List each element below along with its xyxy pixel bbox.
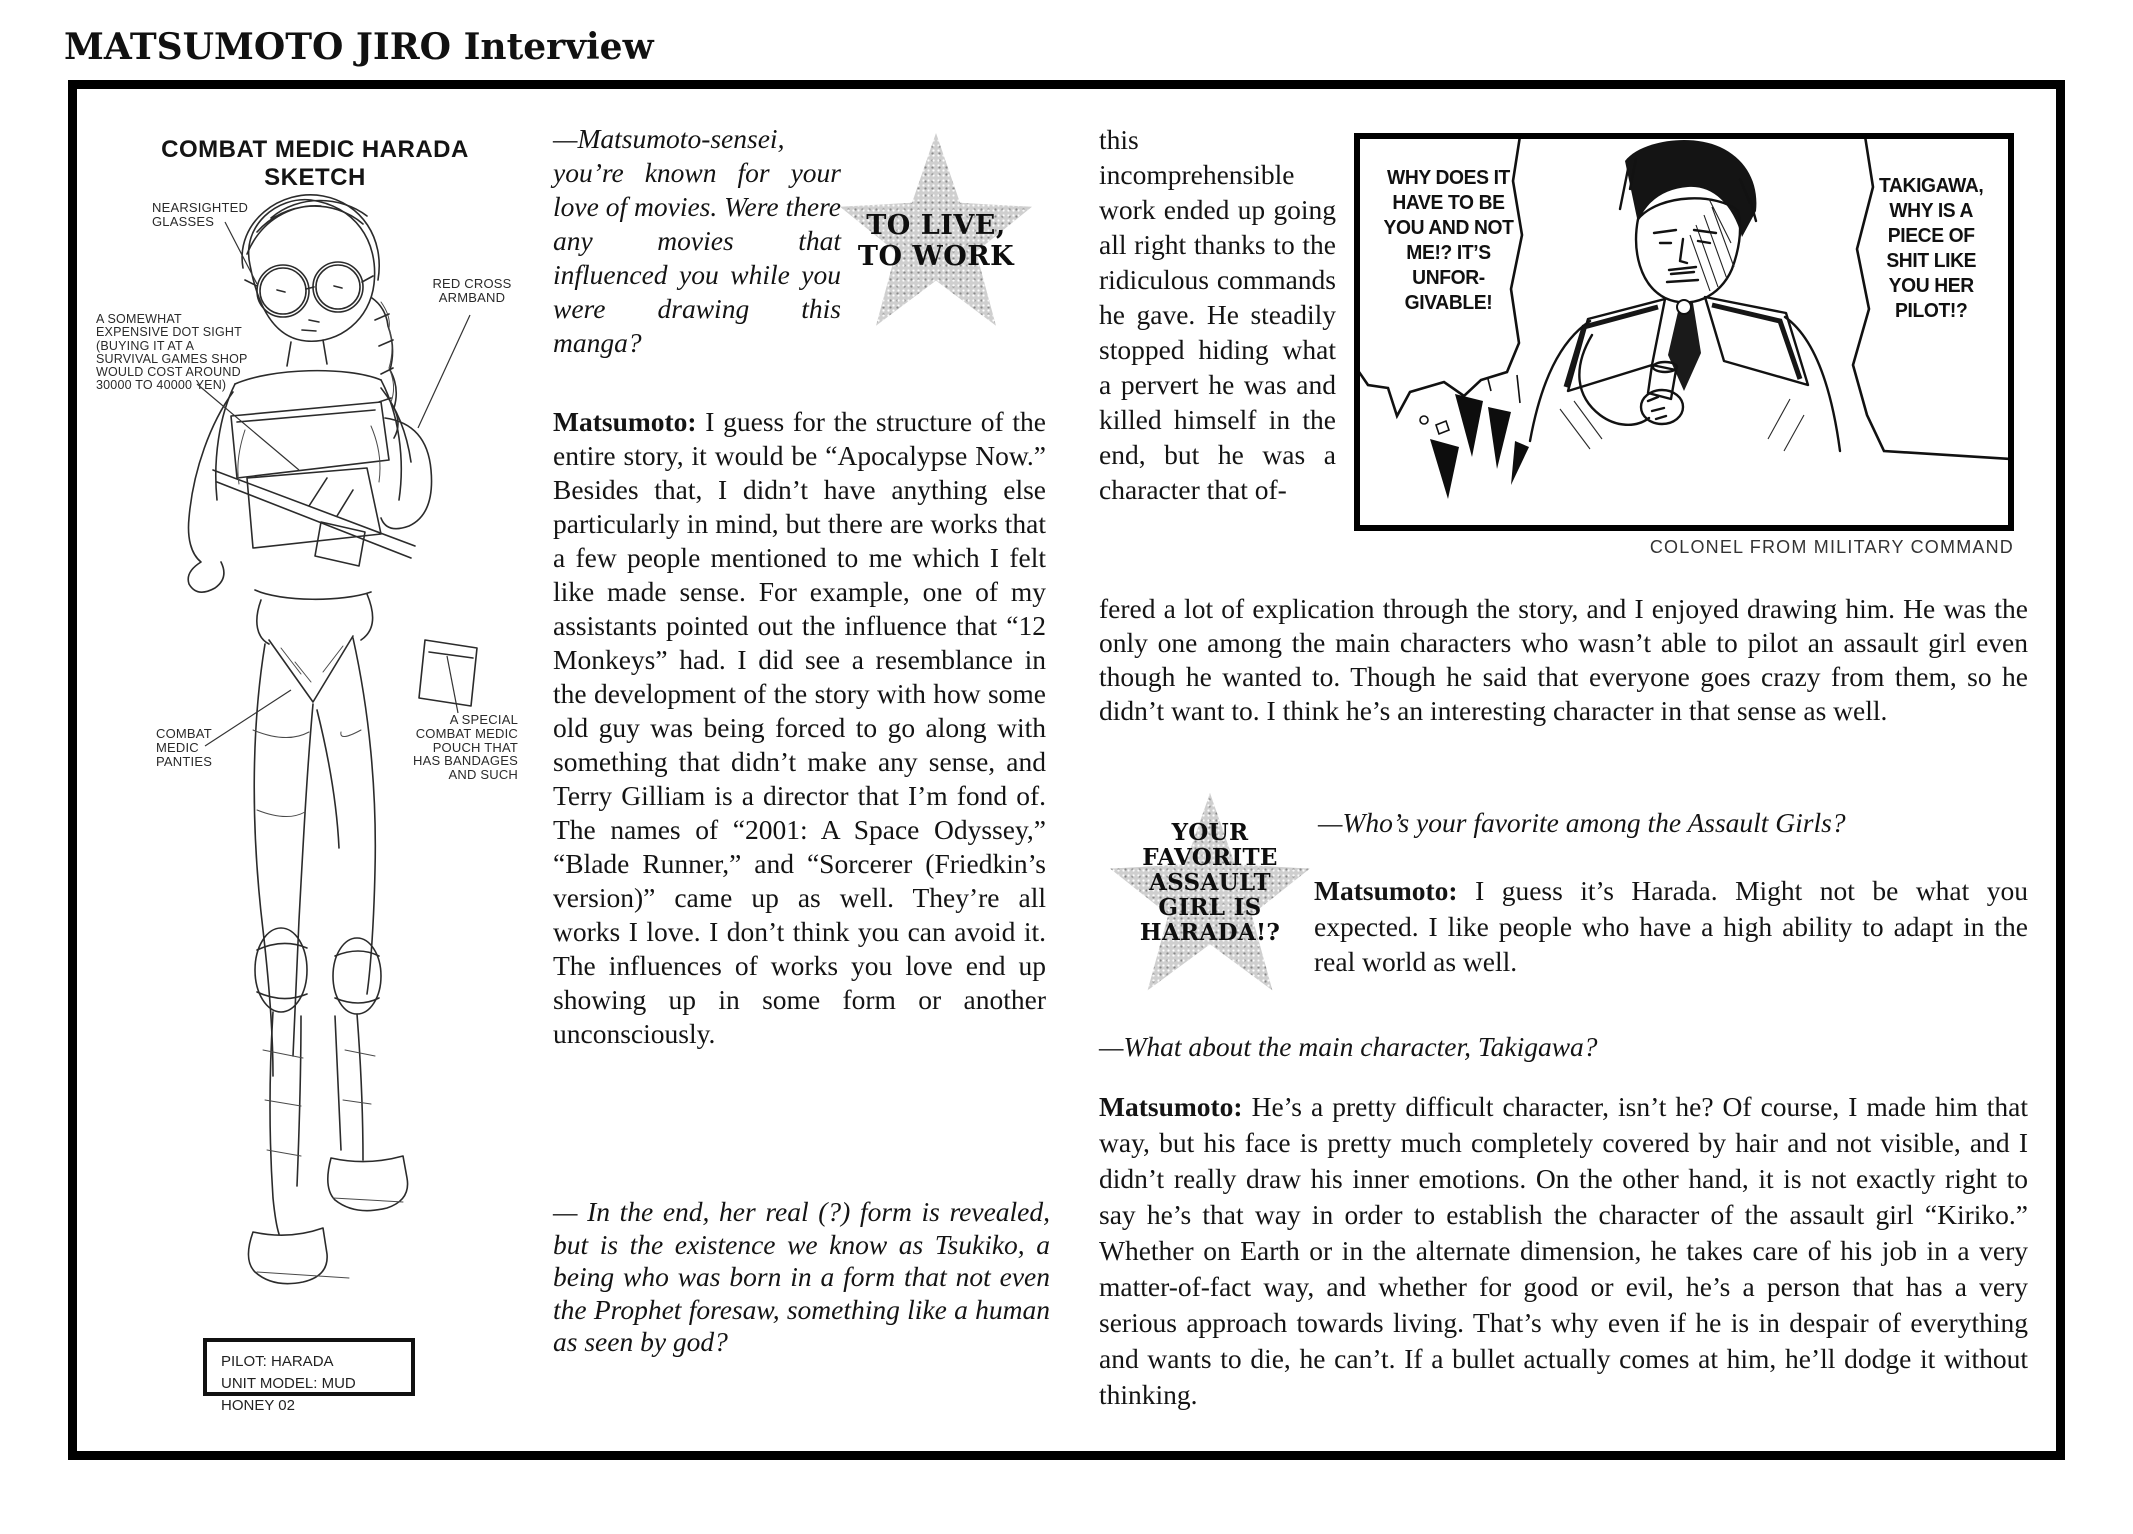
star-text-favorite-assault-girl: YOUR FAVORITE ASSAULT GIRL IS HARADA!? <box>1139 819 1281 946</box>
page-header-title: MATSUMOTO JIRO Interview <box>64 26 654 68</box>
panel-caption: COLONEL FROM MILITARY COMMAND <box>1649 537 2014 557</box>
label-red-cross-armband: RED CROSS ARMBAND <box>432 276 512 305</box>
answer-colonel-wide: fered a lot of explication through the story, and I enjoyed drawing him. He was the only one among the main characters who wasn’t able to pilot an assault girl even though he wanted to. Though he said that everyone goes crazy from them, so he didn’t want to. I think he’s an interesting character in that sense as well. <box>1099 593 2028 726</box>
sketch-title: COMBAT MEDIC HARADA SKETCH <box>161 136 469 191</box>
pilot-name: PILOT: HARADA <box>221 1353 334 1370</box>
question-favorite: —Who’s your favorite among the Assault Girls? <box>1318 807 1846 838</box>
answer-favorite: Matsumoto: I guess it’s Harada. Might not be what you expected. I like people who have a high ability to adapt in the real world as well. <box>1314 875 2028 977</box>
star-text-to-live-to-work: TO LIVE, TO WORK <box>857 210 1015 272</box>
answer-takigawa: Matsumoto: He’s a pretty difficult character, isn’t he? Of course, I made him that way, but his face is pretty much completely covered by hair and not visible, and I didn’t really draw his inner emotions. On the other hand, it is not exactly right to say he’s that way in order to establish the character of the assault girl “Kiriko.” Whether on Earth or in the alternate dimension, he takes care of his job in a very matter-of-fact way, and whether for good or evil, he’s a person that has a very serious approach towards living. That’s why even if he is in despair of everything and wants to die, he can’t. If a bullet actually comes at him, he’ll dodge it without thinking. <box>1099 1091 2028 1410</box>
label-combat-medic-panties: COMBAT MEDIC PANTIES <box>156 726 213 769</box>
question-takigawa: —What about the main character, Takigawa? <box>1099 1031 1598 1062</box>
speech-bubble-left-text: WHY DOES IT HAVE TO BE YOU AND NOT ME!? IT’S UNFOR- GIVABLE! <box>1383 166 1514 314</box>
colonel-figure <box>1528 140 1846 525</box>
manga-panel <box>1354 133 2014 531</box>
question-tsukiko: — In the end, her real (?) form is revealed, but is the existence we know as Tsukiko, a being who was born in a form that not even the Prophet foresaw, something like a human as seen by god? <box>553 1196 1050 1357</box>
unit-model: UNIT MODEL: MUD HONEY 02 <box>221 1374 356 1414</box>
answer-movies: Matsumoto: I guess for the structure of the entire story, it would be “Apocalypse Now.” Besides that, I didn’t have anything else particularly in mind, but there are works that a few people mentioned to me which I felt like made sense. For example, one of my assistants pointed out the influence that “12 Monkeys” had. I did see a resemblance in the development of the story with how some old guy was being forced to go along with something that didn’t make any sense, and Terry Gilliam is a director that I’m fond of. The names of “2001: A Space Odyssey,” “Blade Runner,” and “Sorcerer (Friedkin’s version)” came up as well. They’re all works I love. I don’t think you can avoid it. The influences of works you love end up showing up in some form or another unconsciously. <box>553 406 1046 1049</box>
pilot-info-box <box>203 1338 415 1414</box>
speech-bubble-right-text: TAKIGAWA, WHY IS A PIECE OF SHIT LIKE YOU HER PILOT!? <box>1879 174 1984 322</box>
column-colonel-top: this incomprehensible work ended up going all right thanks to the ridiculous commands he gave. He steadily stopped hiding what a pervert he was and killed himself in the end, but he was a character that of- <box>1099 124 1336 505</box>
label-combat-medic-pouch: A SPECIAL COMBAT MEDIC POUCH THAT HAS BANDAGES AND SUCH <box>413 712 518 783</box>
harada-sketch-drawing <box>85 170 545 1335</box>
question-movies: —Matsumoto-sensei, you’re known for your love of movies. Were there any movies that influenced you while you were drawing this manga? <box>553 123 841 358</box>
sketch-head <box>242 195 398 438</box>
label-nearsighted-glasses: NEARSIGHTED GLASSES <box>152 200 249 229</box>
sketch-legs <box>248 638 407 1284</box>
label-dot-sight: A SOMEWHAT EXPENSIVE DOT SIGHT (BUYING IT AT A SURVIVAL GAMES SHOP WOULD COST AROUND 30000 TO 40000 YEN) <box>96 312 248 393</box>
